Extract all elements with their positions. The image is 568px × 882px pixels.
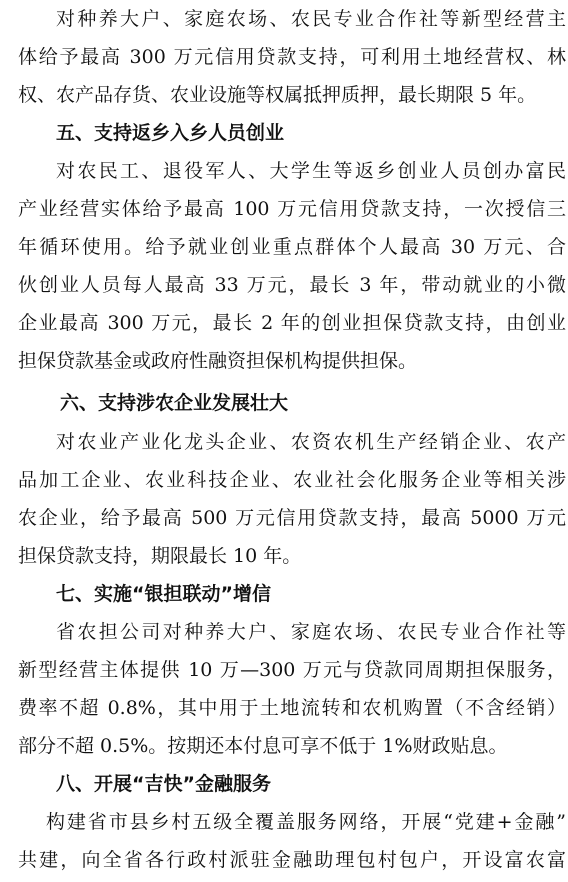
- paragraph-line: 年循环使用。给予就业创业重点群体个人最高 30 万元、合: [18, 236, 566, 258]
- paragraph-line: 对种养大户、家庭农场、农民专业合作社等新型经营主: [56, 8, 566, 30]
- paragraph-line: 农企业，给予最高 500 万元信用贷款支持，最高 5000 万元: [18, 507, 566, 529]
- paragraph-line: 产业经营实体给予最高 100 万元信用贷款支持，一次授信三: [18, 198, 566, 220]
- paragraph-line: 部分不超 0.5%。按期还本付息可享不低于 1%财政贴息。: [18, 735, 508, 757]
- paragraph-line: 共建，向全省各行政村派驻金融助理包村包户，开设富农富: [18, 849, 566, 871]
- section-heading: 七、实施“银担联动”增信: [56, 583, 271, 605]
- paragraph-line: 对农民工、退役军人、大学生等返乡创业人员创办富民: [56, 160, 566, 182]
- paragraph-line: 体给予最高 300 万元信用贷款支持，可利用土地经营权、林: [18, 46, 566, 68]
- section-heading: 六、支持涉农企业发展壮大: [60, 392, 289, 414]
- paragraph-line: 伙创业人员每人最高 33 万元，最长 3 年，带动就业的小微: [18, 274, 566, 296]
- paragraph-line: 费率不超 0.8%，其中用于土地流转和农机购置（不含经销）: [18, 697, 566, 719]
- paragraph-line: 担保贷款支持，期限最长 10 年。: [18, 545, 302, 567]
- paragraph-line: 省农担公司对种养大户、家庭农场、农民专业合作社等: [56, 621, 566, 643]
- paragraph-line: 企业最高 300 万元，最长 2 年的创业担保贷款支持，由创业: [18, 312, 566, 334]
- paragraph-line: 担保贷款基金或政府性融资担保机构提供担保。: [18, 350, 418, 372]
- paragraph-line: 权、农产品存货、农业设施等权属抵押质押，最长期限 5 年。: [18, 84, 537, 106]
- paragraph-line: 构建省市县乡村五级全覆盖服务网络，开展“党建+金融”: [46, 811, 566, 833]
- paragraph-line: 对农业产业化龙头企业、农资农机生产经销企业、农产: [56, 431, 566, 453]
- section-heading: 五、支持返乡入乡人员创业: [56, 122, 285, 144]
- paragraph-line: 品加工企业、农业科技企业、农业社会化服务企业等相关涉: [18, 469, 566, 491]
- section-heading: 八、开展“吉快”金融服务: [56, 773, 271, 795]
- paragraph-line: 新型经营主体提供 10 万—300 万元与贷款同周期担保服务，: [18, 659, 566, 681]
